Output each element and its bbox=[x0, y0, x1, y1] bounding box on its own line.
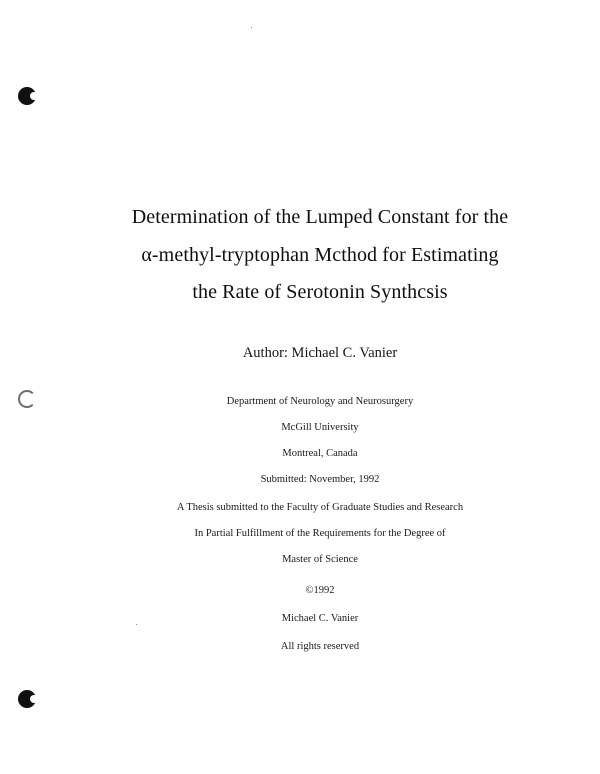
thesis-statement-line-2: In Partial Fulfillment of the Requirements for the Degree of bbox=[194, 528, 446, 539]
copyright-holder: Michael C. Vanier bbox=[281, 613, 359, 624]
scan-speck bbox=[136, 624, 137, 625]
punch-hole-bottom-icon bbox=[18, 690, 36, 708]
punch-hole-top-icon bbox=[18, 87, 36, 105]
title-line-3: the Rate of Serotonin Synthcsis bbox=[192, 281, 448, 303]
title-line-2: α-methyl-tryptophan Mcthod for Estimating bbox=[141, 244, 499, 266]
university: McGill University bbox=[281, 422, 359, 433]
title-line-1: Determination of the Lumped Constant for the bbox=[131, 206, 509, 228]
department: Department of Neurology and Neurosurgery bbox=[226, 396, 414, 407]
scan-speck bbox=[251, 27, 252, 28]
author-line: Author: Michael C. Vanier bbox=[242, 345, 398, 361]
submission-date: Submitted: November, 1992 bbox=[260, 474, 380, 485]
rights-statement: All rights reserved bbox=[280, 641, 360, 652]
thesis-statement-line-1: A Thesis submitted to the Faculty of Graduate Studies and Research bbox=[176, 502, 464, 513]
location: Montreal, Canada bbox=[282, 448, 358, 459]
degree: Master of Science bbox=[282, 554, 358, 565]
copyright-year: ©1992 bbox=[305, 585, 335, 596]
